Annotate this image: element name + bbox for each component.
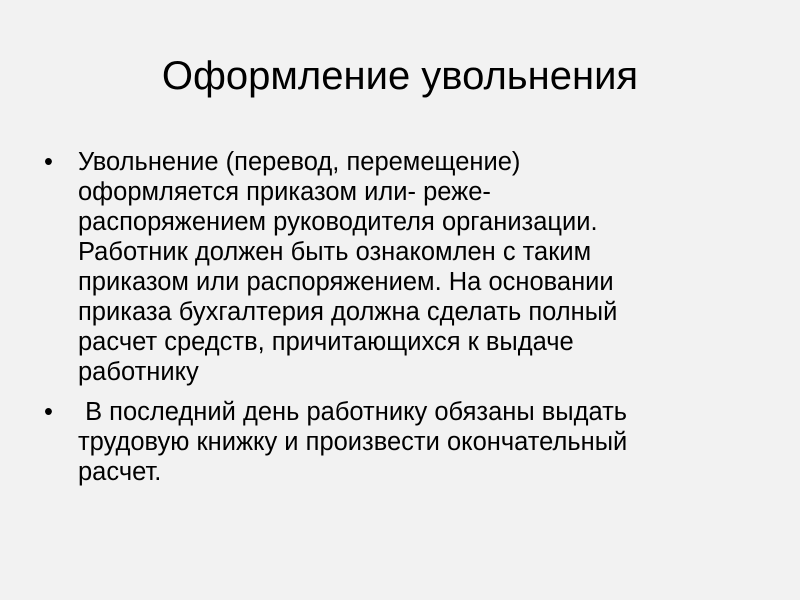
- bullet-text-line: приказа бухгалтерия должна сделать полный: [78, 298, 618, 326]
- bullet-marker: •: [44, 148, 53, 176]
- bullet-text-line: Увольнение (перевод, перемещение): [78, 148, 521, 176]
- bullet-text-line: распоряжением руководителя организации.: [78, 208, 598, 236]
- bullet-list: [40, 147, 760, 497]
- bullet-item-1: [40, 147, 760, 387]
- bullet-text-line: В последний день работнику обязаны выдать: [78, 398, 628, 426]
- slide-title: Оформление увольнения: [161, 54, 639, 98]
- bullet-marker: •: [44, 398, 53, 426]
- bullet-text-line: расчет средств, причитающихся к выдаче: [78, 328, 574, 356]
- bullet-text-line: работнику: [78, 358, 199, 386]
- bullet-text-line: оформляется приказом или- реже-: [78, 178, 491, 206]
- bullet-text-line: трудовую книжку и произвести окончательный: [78, 428, 628, 456]
- bullet-text-line: Работник должен быть ознакомлен с таким: [78, 238, 592, 266]
- bullet-text-line: приказом или распоряжением. На основании: [78, 268, 614, 296]
- bullet-item-2: [40, 397, 760, 487]
- bullet-text-line: расчет.: [78, 458, 162, 486]
